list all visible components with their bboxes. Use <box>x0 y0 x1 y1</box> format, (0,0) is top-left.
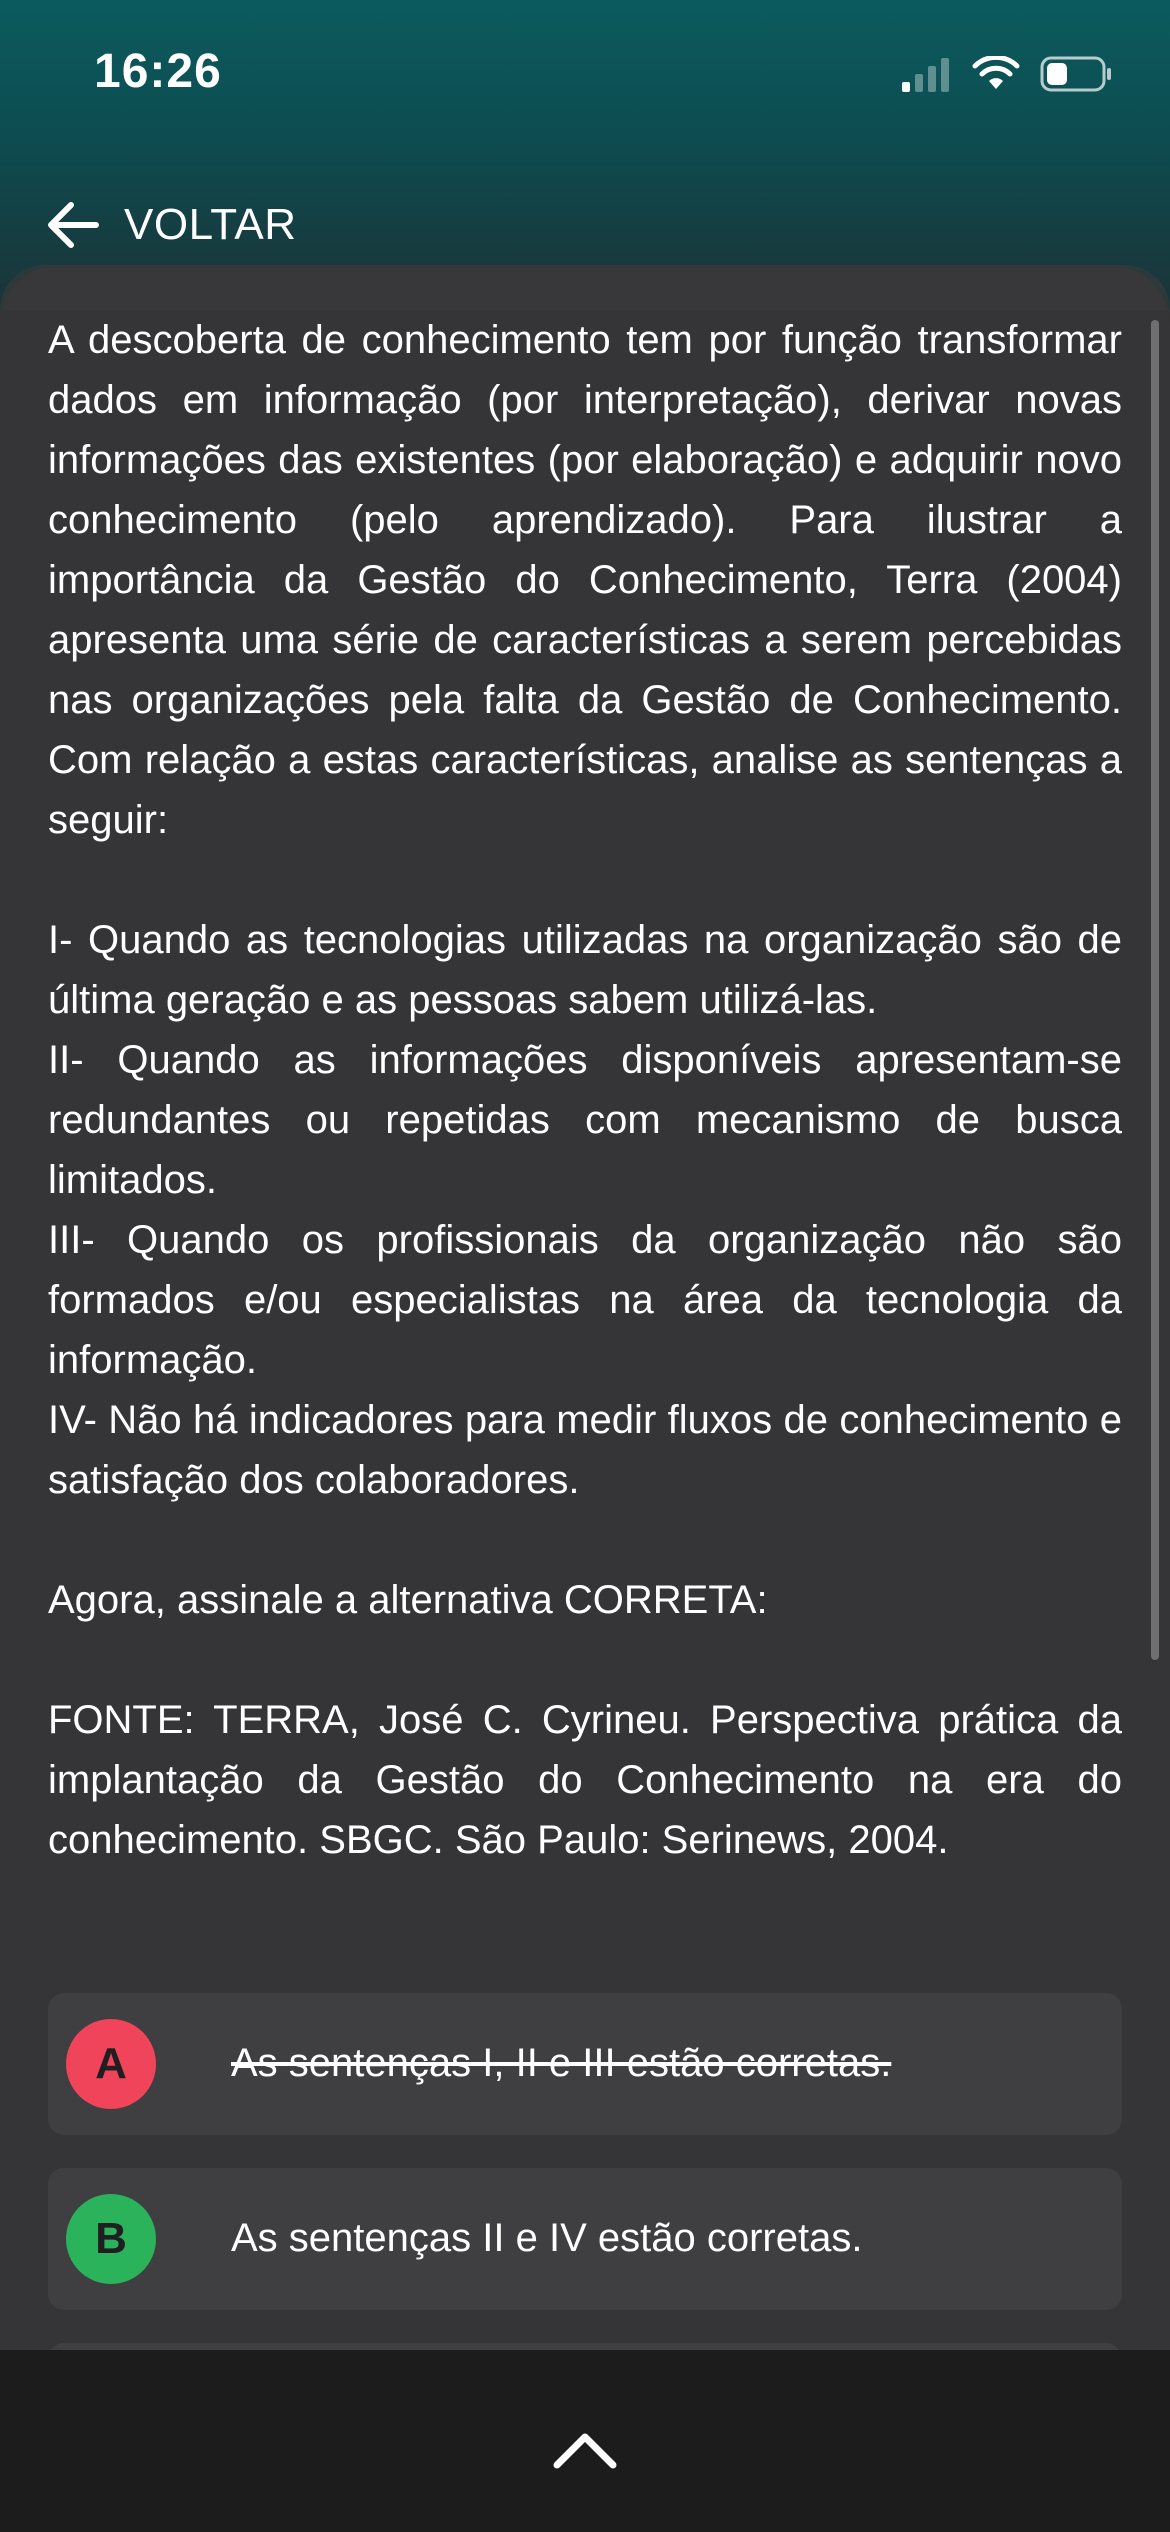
option-b[interactable] <box>48 2168 1122 2310</box>
signal-icon <box>900 56 952 92</box>
question-content <box>48 310 1122 1870</box>
statement-3: III- Quando os profissionais da organização não são formados e/ou especialistas na área da tecnologia da informação. <box>48 1218 1122 1382</box>
status-icons <box>900 50 1114 98</box>
status-time: 16:26 <box>94 45 222 98</box>
wifi-icon <box>972 56 1020 92</box>
spacer <box>48 850 1122 910</box>
question-intro: A descoberta de conhecimento tem por função transformar dados em informação (por interpretação), derivar novas informações das existentes (por elaboração) e adquirir novo conhecimento (pelo aprendizado). Para ilustrar a importância da Gestão do Conhecimento, Terra (2004) apresenta uma série de características a serem percebidas nas organizações pela falta da Gestão de Conhecimento. Com relação a estas características, analise as sentenças a seguir: <box>48 318 1122 842</box>
chevron-up-icon <box>552 2430 618 2470</box>
statement-1: I- Quando as tecnologias utilizadas na organização são de última geração e as pessoas sabem utilizá-las. <box>48 918 1122 1022</box>
option-a-letter-badge: A <box>66 2019 156 2109</box>
battery-icon <box>1040 55 1114 93</box>
arrow-left-icon <box>44 196 102 254</box>
scrollbar[interactable] <box>1151 320 1159 1660</box>
option-a-text: As sentenças I, II e III estão corretas. <box>231 2041 892 2085</box>
status-bar <box>0 0 1170 150</box>
statement-4: IV- Não há indicadores para medir fluxos de conhecimento e satisfação dos colaboradores. <box>48 1398 1122 1502</box>
expand-button[interactable] <box>530 2420 640 2480</box>
statement-2: II- Quando as informações disponíveis apresentam-se redundantes ou repetidas com mecanismo de busca limitados. <box>48 1038 1122 1202</box>
question-instruction: Agora, assinale a alternativa CORRETA: <box>48 1578 768 1622</box>
back-button[interactable] <box>44 190 297 260</box>
bottom-bar <box>0 2350 1170 2532</box>
back-label: VOLTAR <box>124 200 297 249</box>
option-b-letter-badge: B <box>66 2194 156 2284</box>
question-source: FONTE: TERRA, José C. Cyrineu. Perspectiva prática da implantação da Gestão do Conhecimento na era do conhecimento. SBGC. São Paulo: Serinews, 2004. <box>48 1698 1122 1862</box>
header <box>0 0 1170 310</box>
option-b-text: As sentenças II e IV estão corretas. <box>231 2216 863 2260</box>
option-a[interactable] <box>48 1993 1122 2135</box>
sheet-edge <box>0 265 1170 310</box>
spacer <box>48 1510 1122 1570</box>
spacer <box>48 1630 1122 1690</box>
